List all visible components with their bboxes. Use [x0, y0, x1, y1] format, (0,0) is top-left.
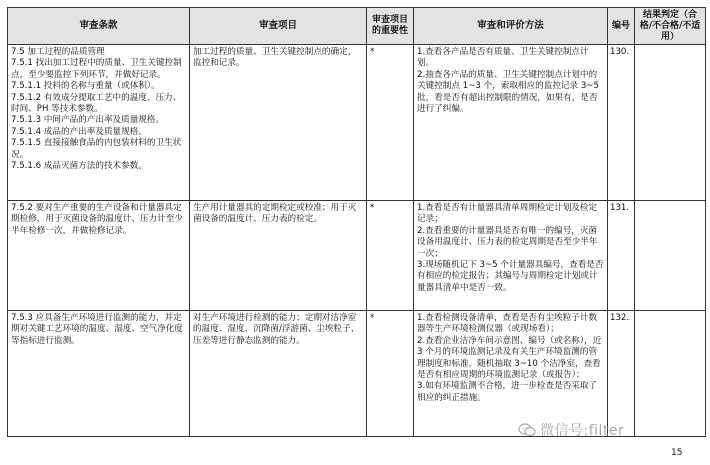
number-cell: 132.	[608, 311, 635, 437]
page-number: 15	[671, 448, 683, 458]
table-row	[8, 311, 706, 437]
result-cell	[635, 201, 706, 311]
watermark-text: 微信号:filter	[540, 423, 625, 439]
method-line: 2.抽查各产品的质量、卫生关键控制点计划中的关键控制点 1~3 个，索取相应的监控记录 3~5 批，看是否有超出控制限的情况，如果有，是否进行了纠偏。	[417, 69, 599, 115]
clause-line: 7.5.1 找出加工过程中的质量、卫生关键控制点，至少要监控下列环节，并做好记录。	[11, 58, 182, 80]
clause-line: 7.5.2 要对生产重要的生产设备和计量器具定期检修，用于灭菌设备的温度计、压力计至少半年检修一次，并做检修记录。	[11, 203, 183, 236]
clause-line: 7.5.1.3 中间产品的产出率及质量规格。	[11, 115, 165, 126]
clause-cell	[8, 201, 190, 311]
wechat-watermark	[518, 420, 624, 440]
table-header-row	[8, 8, 706, 45]
method-line: 1.查看各产品是否有质量、卫生关键控制点计划。	[417, 47, 589, 69]
method-cell	[414, 311, 608, 437]
wechat-icon	[518, 423, 536, 437]
header-number: 编号	[608, 8, 635, 45]
clause-line: 7.5.1.2 有效成分提取工艺中的温度、压力、时间、PH 等技术参数。	[11, 92, 182, 115]
clause-line: 7.5.1.6 成品灭菌方法的技术参数。	[11, 161, 147, 172]
method-line: 3.如有环境监测不合格，进一步检查是否采取了相应的纠正措施。	[417, 381, 598, 403]
header-result: 结果判定（合格/不合格/不适用）	[635, 8, 706, 45]
clause-line: 7.5.3 应具备生产环境进行监测的能力，并定期对关键工艺环境的温度、湿度、空气净化度等指标进行监测。	[11, 313, 183, 346]
clause-cell	[8, 45, 190, 201]
clause-line: 7.5.1.1 投料的名称与重量（或体积）。	[11, 81, 160, 92]
item-cell: 生产用计量器具的定期检定或校准；用于灭菌设备的温度计、压力表的检定。	[190, 201, 367, 311]
table-row	[8, 201, 706, 311]
method-line: 1.查看是否有计量器具清单周期检定计划及检定记录；	[417, 203, 598, 225]
review-table	[7, 7, 706, 437]
importance-cell: *	[367, 311, 414, 437]
clause-line: 7.5.1.4 成品的产出率及质量规格。	[11, 126, 147, 137]
method-cell	[414, 201, 608, 311]
method-line: 1.查看检测设备清单，查看是否有尘埃粒子计数器等生产环境检测仪器（或现场看）；	[417, 313, 598, 335]
clause-cell	[8, 311, 190, 437]
header-item: 审查项目	[190, 8, 367, 45]
item-cell: 对生产环境进行检测的能力；定期对洁净室的温度、湿度、沉降菌/浮游菌、尘埃粒子、压差等进行静态监测的能力。	[190, 311, 367, 437]
method-line: 2.查看企业洁净车间示意图、编号（或名称），近 3 个月的环境监测记录及有关生产环境监测的管理制度和标准，随机抽取 3~10 个洁净室，查看是否有相应周期的环境监测记录（或报告）；	[417, 335, 602, 381]
header-clause: 审查条款	[8, 8, 190, 45]
method-line: 3.现场随机记下 3~5 个计量器具编号，查看是否有相应的检定报告；其编号与周期检定计划或计量器具清单中是否一致。	[417, 260, 604, 293]
result-cell	[635, 311, 706, 437]
number-cell: 131.	[608, 201, 635, 311]
importance-cell: *	[367, 201, 414, 311]
number-cell: 130.	[608, 45, 635, 201]
table-row	[8, 45, 706, 201]
result-cell	[635, 45, 706, 201]
clause-line: 7.5.1.5 直接接触食品的内包装材料的卫生状况。	[11, 138, 182, 160]
header-method: 审查和评价方法	[414, 8, 608, 45]
method-line: 2.查看重要的计量器具是否有唯一的编号，灭菌设备用温度计、压力表的检定周期是否至少半年一次；	[417, 225, 598, 259]
item-cell: 加工过程的质量、卫生关键控制点的确定，监控和记录。	[190, 45, 367, 201]
importance-cell: *	[367, 45, 414, 201]
method-cell	[414, 45, 608, 201]
clause-line: 7.5 加工过程的品质管理	[11, 47, 105, 57]
header-importance: 审查项目的重要性	[367, 8, 414, 45]
